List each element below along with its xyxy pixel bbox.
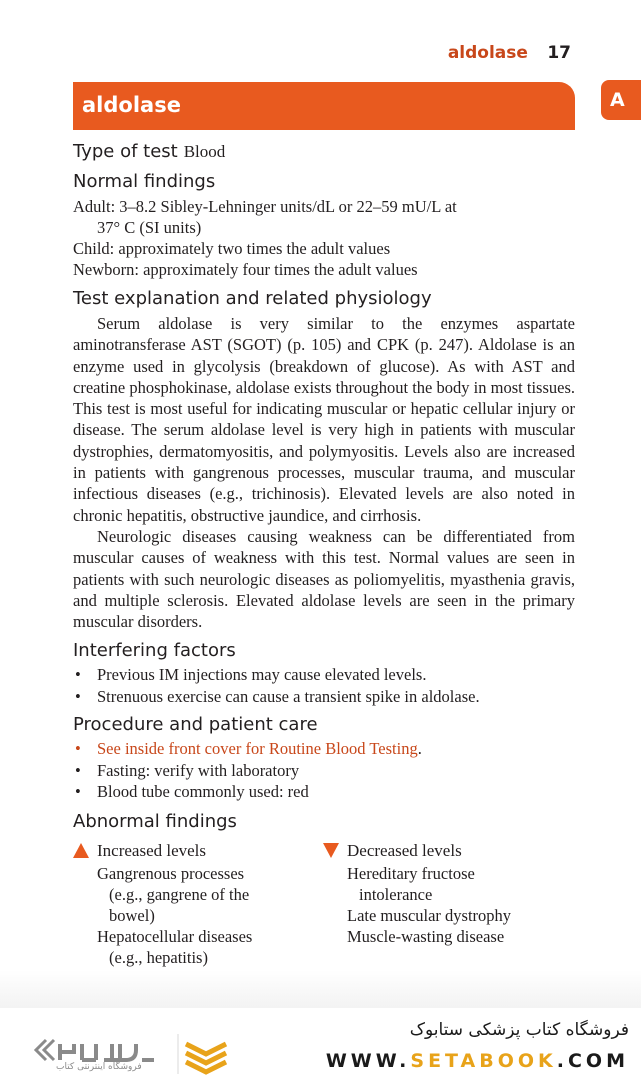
interfering-heading: Interfering factors bbox=[73, 640, 236, 662]
link-text[interactable]: See inside front cover for Routine Blood Testing bbox=[97, 739, 418, 759]
page-number: 17 bbox=[547, 43, 571, 63]
shop-name: فروشگاه کتاب پزشکی ستابوک bbox=[409, 1020, 629, 1040]
increased-label: Increased levels bbox=[97, 840, 207, 860]
normal-newborn: Newborn: approximately four times the adult values bbox=[73, 260, 418, 279]
bullet-icon: • bbox=[75, 665, 81, 685]
list-item-text: Fasting: verify with laboratory bbox=[97, 760, 300, 780]
list-item: Hepatocellular diseases bbox=[97, 926, 253, 946]
decreased-label: Decreased levels bbox=[347, 840, 462, 860]
list-item: Gangrenous processes bbox=[97, 863, 245, 883]
explanation-paragraph-2: Neurologic diseases causing weakness can be differentiated from muscular causes of weakness with this test. Normal values are seen in patients with such neurologic diseases as poliomyelitis, myasthenia gravis, and multiple sclerosis. Elevated aldolase levels are seen in the primary muscular disorders. bbox=[73, 526, 575, 632]
list-item-cont bbox=[323, 884, 573, 905]
normal-findings-heading: Normal findings bbox=[73, 171, 216, 192]
url-domain: SETABOOK bbox=[410, 1050, 557, 1072]
url-suffix: .COM bbox=[556, 1050, 629, 1072]
shop-url[interactable] bbox=[326, 1050, 629, 1072]
list-item-text: (e.g., gangrene of the bbox=[109, 884, 250, 904]
list-item bbox=[73, 686, 575, 708]
watermark-footer bbox=[0, 1008, 641, 1080]
type-of-test-label: Type of test bbox=[73, 141, 178, 162]
list-item-cont bbox=[73, 905, 323, 926]
list-item-text: Strenuous exercise can cause a transient spike in aldolase. bbox=[97, 686, 480, 706]
type-of-test-value: Blood bbox=[183, 142, 226, 161]
running-header-term: aldolase bbox=[447, 43, 528, 63]
decreased-column bbox=[323, 839, 573, 947]
list-item-cont bbox=[73, 884, 323, 905]
normal-adult-line2: 37° C (SI units) bbox=[97, 218, 202, 237]
list-item: Late muscular dystrophy bbox=[347, 905, 512, 925]
running-header bbox=[448, 43, 571, 63]
list-item bbox=[73, 760, 575, 782]
list-item bbox=[73, 781, 575, 803]
normal-adult-line1: Adult: 3–8.2 Sibley-Lehninger units/dL or 22–59 mU/L at bbox=[73, 197, 457, 216]
triangle-up-icon bbox=[73, 843, 89, 858]
list-item-text: bowel) bbox=[109, 905, 155, 925]
abnormal-heading: Abnormal findings bbox=[73, 810, 237, 832]
normal-child: Child: approximately two times the adult values bbox=[73, 239, 391, 258]
routine-blood-testing-link[interactable]: • See inside front cover for Routine Blood Testing. bbox=[75, 739, 422, 759]
bullet-icon: • bbox=[75, 739, 81, 759]
entry-content bbox=[73, 138, 575, 969]
increased-column bbox=[73, 839, 323, 968]
entry-title-banner: aldolase bbox=[73, 82, 575, 130]
page-bottom-fade bbox=[0, 970, 641, 1010]
list-item: Muscle-wasting disease bbox=[347, 926, 505, 946]
url-prefix: WWW. bbox=[325, 1050, 411, 1072]
increased-header bbox=[73, 839, 323, 863]
procedure-list bbox=[73, 738, 575, 803]
bullet-icon: • bbox=[75, 782, 81, 802]
list-item-text: Blood tube commonly used: red bbox=[97, 782, 309, 802]
bullet-icon: • bbox=[75, 686, 81, 706]
decreased-header bbox=[323, 839, 573, 863]
triangle-down-icon bbox=[323, 843, 339, 858]
list-item-text: Previous IM injections may cause elevated levels. bbox=[97, 665, 427, 685]
type-of-test bbox=[73, 138, 575, 165]
abnormal-columns bbox=[73, 839, 575, 969]
procedure-heading: Procedure and patient care bbox=[73, 714, 318, 736]
list-item-text: intolerance bbox=[359, 884, 433, 904]
list-item-text: (e.g., hepatitis) bbox=[109, 947, 208, 967]
alphabet-thumb-tab[interactable]: A bbox=[601, 80, 641, 120]
bullet-icon: • bbox=[75, 760, 81, 780]
explanation-paragraph-1: Serum aldolase is very similar to the enzymes aspartate aminotransferase AST (SGOT) (p. 105) and CPK (p. 247). Aldolase is an enzyme used in glycolysis (breakdown of glucose). As with AST and creatine phosphokinase, aldolase exists throughout the body in most tissues. This test is most useful for indicating muscular or hepatic cellular injury or disease. The serum aldolase level is very high in patients with muscular dystrophies, dermatomyositis, and polymyositis. Levels also are increased in patients with gangrenous processes, muscular trauma, and muscular infectious diseases (e.g., trichinosis). Elevated levels are also noted in chronic hepatitis, obstructive jaundice, and cirrhosis. bbox=[73, 314, 575, 525]
list-item: Hereditary fructose bbox=[347, 863, 475, 883]
interfering-list bbox=[73, 664, 575, 707]
explanation-heading: Test explanation and related physiology bbox=[73, 288, 432, 309]
logo-tagline: فروشگاه اینترنتی کتاب bbox=[56, 1062, 142, 1072]
list-item-cont bbox=[73, 947, 323, 968]
list-item bbox=[73, 664, 575, 686]
setabook-logo[interactable] bbox=[30, 1030, 250, 1083]
